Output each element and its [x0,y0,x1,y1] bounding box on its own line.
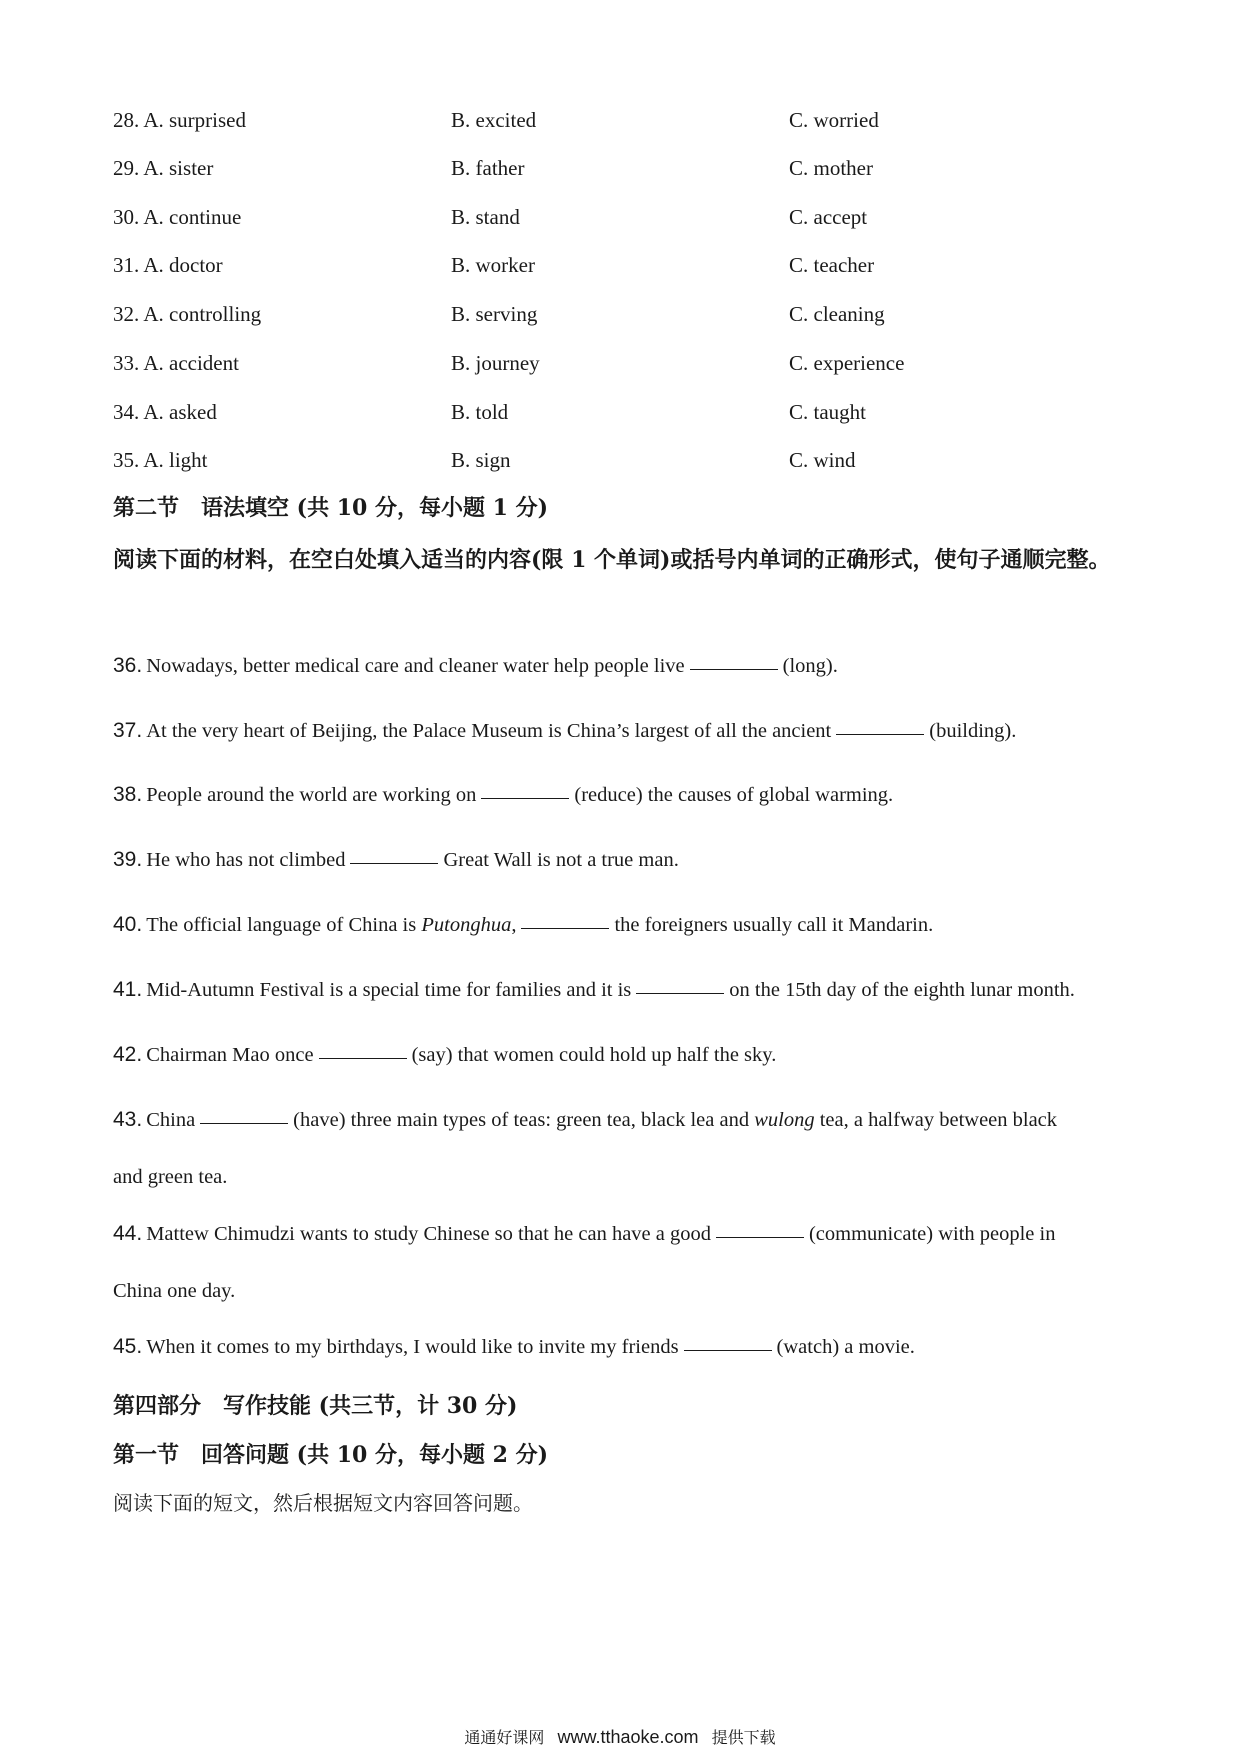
answer-blank[interactable] [716,1236,804,1238]
answer-blank[interactable] [319,1057,407,1059]
option-row-28 [113,105,1133,135]
option-b: B. told [451,400,509,424]
page-footer [0,1726,1240,1749]
option-c: C. accept [789,205,868,229]
question-continuation: and green tea. [113,1166,228,1188]
question-45: 45. When it comes to my birthdays, I would like to invite my friends (watch) a movie. [113,1335,915,1358]
option-a: 29. A. sister [113,156,214,180]
question-42: 42. Chairman Mao once (say) that women could hold up half the sky. [113,1043,777,1066]
option-row-33 [113,348,1133,378]
section-instruction: 阅读下面的材料，在空白处填入适当的内容(限 1 个单词)或括号内单词的正确形式，使句子通顺完整。 [113,547,1111,573]
option-b: B. journey [451,351,540,375]
question-43: 43. China (have) three main types of teas: green tea, black lea and wulong tea, a halfway between black and green tea. [113,1091,1138,1206]
footer-brand: 通通好课网 [464,1728,545,1747]
answer-blank[interactable] [481,797,569,799]
option-c: C. cleaning [789,302,885,326]
answer-blank[interactable] [684,1349,772,1351]
footer-note: 提供下载 [711,1728,776,1747]
option-row-31 [113,250,1133,280]
section-instruction: 阅读下面的短文，然后根据短文内容回答问题。 [113,1491,533,1515]
question-37: 37. At the very heart of Beijing, the Palace Museum is China’s largest of all the ancient (building). [113,719,1017,742]
option-row-30 [113,202,1133,232]
option-b: B. stand [451,205,520,229]
answer-blank[interactable] [636,992,724,994]
question-36: 36. Nowadays, better medical care and cleaner water help people live (long). [113,654,838,677]
option-b: B. serving [451,302,538,326]
question-continuation: China one day. [113,1280,236,1302]
answer-blank[interactable] [200,1122,288,1124]
option-b: B. excited [451,108,537,132]
option-a: 34. A. asked [113,400,217,424]
option-row-35 [113,445,1133,475]
option-b: B. worker [451,253,535,277]
option-c: C. mother [789,156,873,180]
option-a: 31. A. doctor [113,253,223,277]
option-row-34 [113,397,1133,427]
answer-blank[interactable] [521,927,609,929]
question-40: 40. The official language of China is Putonghua, the foreigners usually call it Mandarin. [113,913,934,936]
option-a: 32. A. controlling [113,302,262,326]
answer-blank[interactable] [350,862,438,864]
option-a: 28. A. surprised [113,108,246,132]
option-a: 33. A. accident [113,351,239,375]
answer-blank[interactable] [836,733,924,735]
question-44: 44. Mattew Chimudzi wants to study Chinese so that he can have a good (communicate) with people in China one day. [113,1205,1138,1320]
answer-blank[interactable] [690,668,778,670]
part-heading: 第四部分 写作技能 (共三节，计 30 分) [113,1393,518,1419]
option-row-29 [113,153,1133,183]
option-b: B. father [451,156,525,180]
option-row-32 [113,299,1133,329]
option-c: C. taught [789,400,866,424]
option-c: C. wind [789,448,856,472]
footer-site-link[interactable]: www.tthaoke.com [557,1727,699,1747]
question-38: 38. People around the world are working on (reduce) the causes of global warming. [113,783,894,806]
section-heading: 第一节 回答问题 (共 10 分，每小题 2 分) [113,1442,549,1468]
question-39: 39. He who has not climbed Great Wall is not a true man. [113,848,679,871]
question-41: 41. Mid-Autumn Festival is a special time for families and it is on the 15th day of the eighth lunar month. [113,978,1075,1001]
option-a: 30. A. continue [113,205,242,229]
option-c: C. worried [789,108,879,132]
option-c: C. teacher [789,253,875,277]
option-a: 35. A. light [113,448,208,472]
option-c: C. experience [789,351,905,375]
option-b: B. sign [451,448,511,472]
section-heading: 第二节 语法填空 (共 10 分，每小题 1 分) [113,495,549,521]
